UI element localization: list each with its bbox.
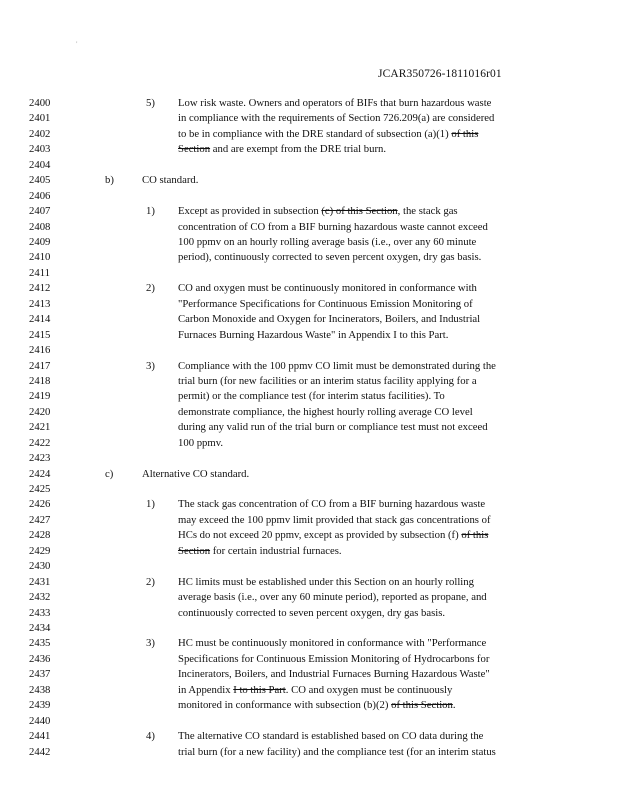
document-line <box>0 667 618 682</box>
document-line <box>0 173 618 188</box>
document-line <box>0 297 618 312</box>
line-number: 2415 <box>29 328 51 341</box>
line-text <box>178 250 481 265</box>
line-number: 2432 <box>29 591 51 604</box>
subsection-label: c) <box>105 467 114 480</box>
line-text <box>178 667 490 682</box>
document-line <box>0 544 618 559</box>
document-line <box>0 714 618 729</box>
document-line <box>0 513 618 528</box>
line-text <box>178 745 496 760</box>
document-line <box>0 158 618 173</box>
document-line <box>0 636 618 651</box>
line-number: 2403 <box>29 143 51 156</box>
subsection-heading: CO standard. <box>142 174 199 187</box>
line-number: 2441 <box>29 730 51 742</box>
line-text <box>178 636 486 651</box>
text-segment: 100 ppmv. <box>178 436 224 449</box>
line-number: 2419 <box>29 390 51 403</box>
text-segment: . CO and oxygen must be continuously <box>285 683 453 696</box>
document-line <box>0 189 618 204</box>
line-text <box>178 204 458 219</box>
text-segment: Compliance with the 100 ppmv CO limit must be demonstrated during the <box>178 359 496 372</box>
text-segment: HC limits must be established under this Section on an hourly rolling <box>178 575 474 588</box>
text-segment: trial burn (for a new facility) and the compliance test (for an interim status <box>178 745 496 758</box>
line-text <box>178 544 342 559</box>
line-text <box>178 698 456 713</box>
text-segment: CO and oxygen must be continuously monitored in conformance with <box>178 282 477 295</box>
line-text <box>178 436 223 451</box>
line-number: 2424 <box>29 467 51 480</box>
document-line <box>0 220 618 235</box>
line-number: 2411 <box>29 266 50 279</box>
line-text <box>178 606 445 621</box>
line-text <box>178 528 488 543</box>
document-line <box>0 96 618 111</box>
line-number: 2434 <box>29 622 51 634</box>
line-text <box>178 235 476 250</box>
line-text <box>178 220 488 235</box>
line-text <box>178 281 477 296</box>
text-segment: in compliance with the requirements of Section 726.209(a) are considered <box>178 112 495 125</box>
line-number: 2426 <box>29 498 51 511</box>
line-number: 2416 <box>29 344 51 356</box>
line-number: 2430 <box>29 560 51 573</box>
struck-text: (c) of this Section <box>321 205 398 218</box>
document-line <box>0 235 618 250</box>
item-marker: 2) <box>146 282 155 295</box>
text-segment: average basis (i.e., over any 60 minute period), reported as propane, and <box>178 591 487 604</box>
document-line <box>0 745 618 760</box>
text-segment: HC must be continuously monitored in conformance with "Performance <box>178 637 487 650</box>
text-segment: and are exempt from the DRE trial burn. <box>210 143 387 156</box>
text-segment: "Performance Specifications for Continuous Emission Monitoring of <box>178 297 473 310</box>
line-text <box>178 111 494 126</box>
document-line <box>0 575 618 590</box>
line-number: 2414 <box>29 313 51 326</box>
line-text <box>178 420 488 435</box>
line-text <box>178 127 478 142</box>
document-line <box>0 250 618 265</box>
item-marker: 5) <box>146 97 155 109</box>
text-segment: Incinerators, Boilers, and Industrial Furnaces Burning Hazardous Waste" <box>178 668 490 681</box>
line-number: 2413 <box>29 297 51 310</box>
document-line <box>0 621 618 636</box>
line-number: 2401 <box>29 112 51 125</box>
document-line <box>0 127 618 142</box>
document-line <box>0 266 618 281</box>
line-number: 2412 <box>29 282 51 295</box>
document-line <box>0 374 618 389</box>
document-line <box>0 111 618 126</box>
line-text <box>178 497 485 512</box>
line-number: 2442 <box>29 745 51 758</box>
document-line <box>0 281 618 296</box>
document-line <box>0 698 618 713</box>
document-line <box>0 389 618 404</box>
line-number: 2407 <box>29 205 51 218</box>
line-text <box>178 374 477 389</box>
document-line <box>0 204 618 219</box>
line-number: 2427 <box>29 513 51 526</box>
text-segment: may exceed the 100 ppmv limit provided that stack gas concentrations of <box>178 513 491 526</box>
item-marker: 4) <box>146 730 155 742</box>
text-segment: Low risk waste. Owners and operators of BIFs that burn hazardous waste <box>178 97 492 109</box>
text-segment: during any valid run of the trial burn or compliance test must not exceed <box>178 421 488 434</box>
line-number: 2418 <box>29 374 51 387</box>
line-number: 2435 <box>29 637 51 650</box>
line-number: 2431 <box>29 575 51 588</box>
line-text <box>178 513 491 528</box>
line-text <box>178 297 473 312</box>
subsection-label: b) <box>105 174 114 187</box>
line-text <box>178 359 496 374</box>
line-number: 2422 <box>29 436 51 449</box>
text-segment: Furnaces Burning Hazardous Waste" in Appendix I to this Part. <box>178 328 449 341</box>
line-number: 2417 <box>29 359 51 372</box>
line-number: 2437 <box>29 668 51 681</box>
document-id: JCAR350726-1811016r01 <box>378 68 502 80</box>
line-text <box>178 575 474 590</box>
line-number: 2421 <box>29 421 51 434</box>
line-text <box>178 590 487 605</box>
line-text <box>178 96 491 111</box>
line-text <box>178 142 386 157</box>
document-line <box>0 482 618 497</box>
document-line <box>0 312 618 327</box>
line-number: 2420 <box>29 405 51 418</box>
text-segment: . <box>452 699 456 712</box>
document-line <box>0 343 618 358</box>
line-text <box>178 652 489 667</box>
line-text <box>178 683 452 698</box>
text-segment: for certain industrial furnaces. <box>210 544 342 557</box>
item-marker: 3) <box>146 637 155 650</box>
text-segment: 100 ppmv on an hourly rolling average basis (i.e., over any 60 minute <box>178 236 477 248</box>
struck-text: of this <box>461 529 489 542</box>
document-line <box>0 359 618 374</box>
struck-text: Section <box>178 544 211 557</box>
line-number: 2436 <box>29 652 51 665</box>
text-segment: The alternative CO standard is established based on CO data during the <box>178 730 484 742</box>
document-line <box>0 652 618 667</box>
item-marker: 1) <box>146 205 155 218</box>
item-marker: 2) <box>146 575 155 588</box>
text-segment: to be in compliance with the DRE standard of subsection (a)(1) <box>178 127 452 140</box>
line-number: 2433 <box>29 606 51 619</box>
struck-text: I to this Part <box>233 683 286 696</box>
line-text <box>178 389 445 404</box>
document-line <box>0 683 618 698</box>
line-number: 2439 <box>29 699 51 712</box>
text-segment: HCs do not exceed 20 ppmv, except as provided by subsection (f) <box>178 529 462 542</box>
line-number: 2428 <box>29 529 51 542</box>
scan-mark: , <box>76 38 78 44</box>
text-segment: , the stack gas <box>397 205 458 218</box>
struck-text: of this Section <box>391 699 453 712</box>
line-number: 2438 <box>29 683 51 696</box>
item-marker: 3) <box>146 359 155 372</box>
text-segment: demonstrate compliance, the highest hourly rolling average CO level <box>178 405 473 418</box>
struck-text: Section <box>178 143 211 156</box>
document-line <box>0 420 618 435</box>
text-segment: Specifications for Continuous Emission Monitoring of Hydrocarbons for <box>178 652 490 665</box>
line-number: 2423 <box>29 452 51 465</box>
text-segment: Carbon Monoxide and Oxygen for Incinerators, Boilers, and Industrial <box>178 313 481 326</box>
text-segment: The stack gas concentration of CO from a BIF burning hazardous waste <box>178 498 486 511</box>
document-line <box>0 142 618 157</box>
document-line <box>0 606 618 621</box>
line-number: 2400 <box>29 97 51 109</box>
line-text <box>178 729 483 744</box>
text-segment: continuously corrected to seven percent oxygen, dry gas basis. <box>178 606 446 619</box>
document-line <box>0 729 618 744</box>
line-number: 2429 <box>29 544 51 557</box>
line-number: 2409 <box>29 236 51 248</box>
document-line <box>0 497 618 512</box>
document-line <box>0 559 618 574</box>
line-number: 2404 <box>29 158 51 171</box>
document-line <box>0 451 618 466</box>
document-line <box>0 328 618 343</box>
line-number: 2405 <box>29 174 51 187</box>
document-line <box>0 436 618 451</box>
line-text <box>178 405 473 420</box>
document-line <box>0 590 618 605</box>
text-segment: trial burn (for new facilities or an interim status facility applying for a <box>178 374 477 387</box>
line-number: 2406 <box>29 189 51 202</box>
line-number: 2440 <box>29 714 51 727</box>
line-text <box>178 312 480 327</box>
line-text <box>178 328 448 343</box>
line-number: 2425 <box>29 483 51 495</box>
line-number: 2408 <box>29 220 51 233</box>
text-segment: permit) or the compliance test (for interim status facilities). To <box>178 390 445 403</box>
subsection-heading: Alternative CO standard. <box>142 467 250 480</box>
item-marker: 1) <box>146 498 155 511</box>
text-segment: concentration of CO from a BIF burning hazardous waste cannot exceed <box>178 220 488 233</box>
document-line <box>0 467 618 482</box>
line-number: 2410 <box>29 251 51 264</box>
struck-text: of this <box>451 127 479 140</box>
document-line <box>0 405 618 420</box>
text-segment: Except as provided in subsection <box>178 205 322 218</box>
line-number: 2402 <box>29 127 51 140</box>
text-segment: monitored in conformance with subsection (b)(2) <box>178 699 392 712</box>
document-line <box>0 528 618 543</box>
text-segment: period), continuously corrected to seven percent oxygen, dry gas basis. <box>178 251 482 264</box>
text-segment: in Appendix <box>178 683 234 696</box>
